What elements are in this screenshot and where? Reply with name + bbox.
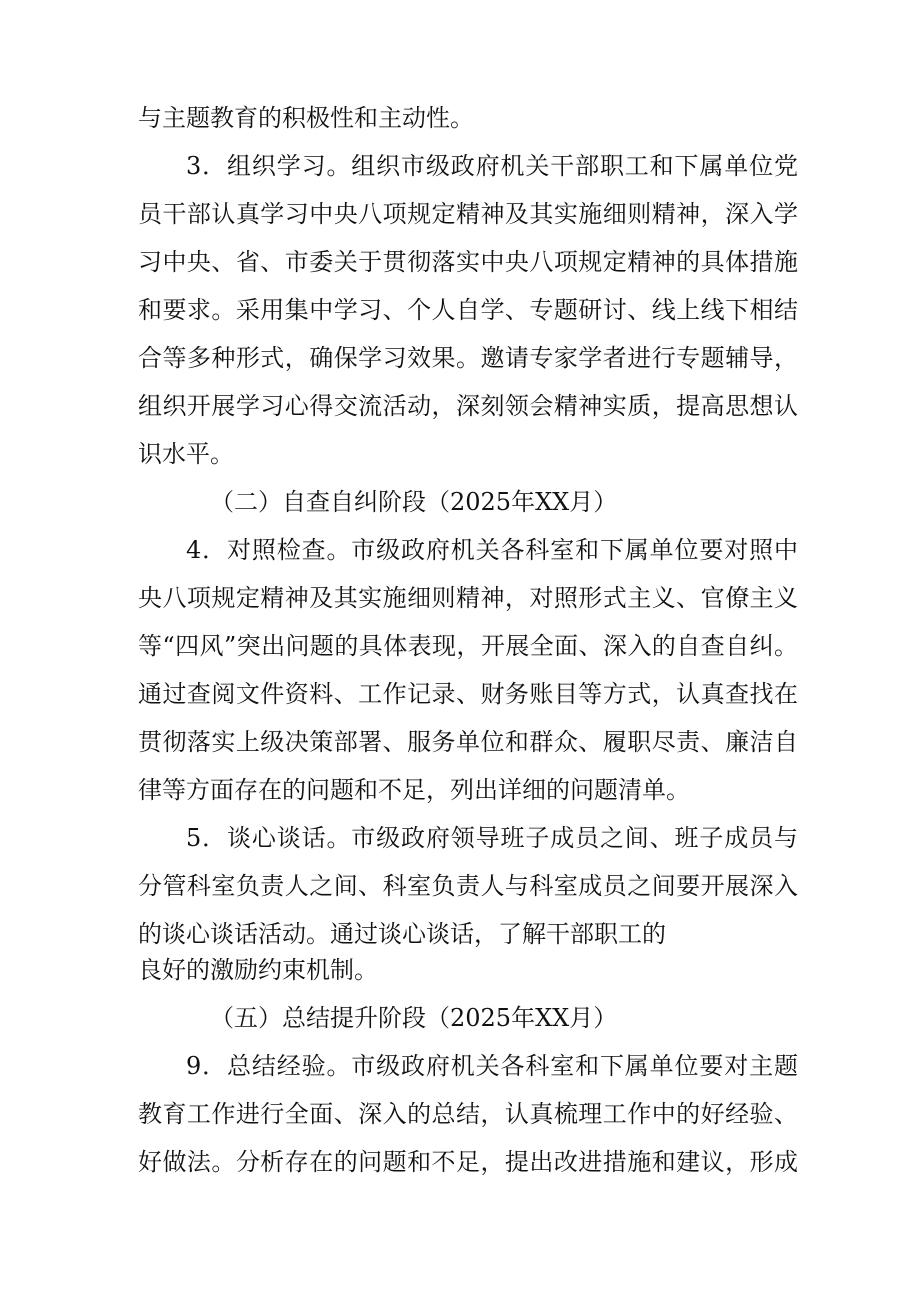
text-line: 和要求。采用集中学习、个人自学、专题研讨、线上线下相结 [138,296,798,324]
text-line: 识水平。 [138,440,234,468]
item-3-heading-line: 3．组织学习。组织市级政府机关干部职工和下属单位党 [186,152,798,180]
text-line: 合等多种形式，确保学习效果。邀请专家学者进行专题辅导， [138,344,798,372]
section-heading-self-check: （二）自查自纠阶段（2025年XX月） [210,488,618,516]
text-line: 习中央、省、市委关于贯彻落实中央八项规定精神的具体措施 [138,248,798,276]
text-line: 与主题教育的积极性和主动性。 [138,104,474,132]
item-4-heading-line: 4．对照检查。市级政府机关各科室和下属单位要对照中 [186,536,798,564]
text-line: 员干部认真学习中央八项规定精神及其实施细则精神，深入学 [138,200,798,228]
text-line: 等“四风”突出问题的具体表现，开展全面、深入的自查自纠。 [138,632,798,660]
text-line: 通过查阅文件资料、工作记录、财务账目等方式，认真查找在 [138,680,798,708]
text-line: 组织开展学习心得交流活动，深刻领会精神实质，提高思想认 [138,392,798,420]
section-heading-summary: （五）总结提升阶段（2025年XX月） [210,1004,618,1032]
text-line: 好做法。分析存在的问题和不足，提出改进措施和建议，形成 [138,1148,798,1176]
text-line: 教育工作进行全面、深入的总结，认真梳理工作中的好经验、 [138,1100,798,1128]
text-line: 分管科室负责人之间、科室负责人与科室成员之间要开展深入 [138,872,798,900]
text-line: 央八项规定精神及其实施细则精神，对照形式主义、官僚主义 [138,584,798,612]
text-line: 贯彻落实上级决策部署、服务单位和群众、履职尽责、廉洁自 [138,728,798,756]
text-line: 的谈心谈话活动。通过谈心谈话，了解干部职工的 [138,920,666,948]
text-line: 律等方面存在的问题和不足，列出详细的问题清单。 [138,776,690,804]
text-line: 良好的激励约束机制。 [138,956,378,984]
item-5-heading-line: 5．谈心谈话。市级政府领导班子成员之间、班子成员与 [186,824,798,852]
item-9-heading-line: 9．总结经验。市级政府机关各科室和下属单位要对主题 [186,1052,798,1080]
